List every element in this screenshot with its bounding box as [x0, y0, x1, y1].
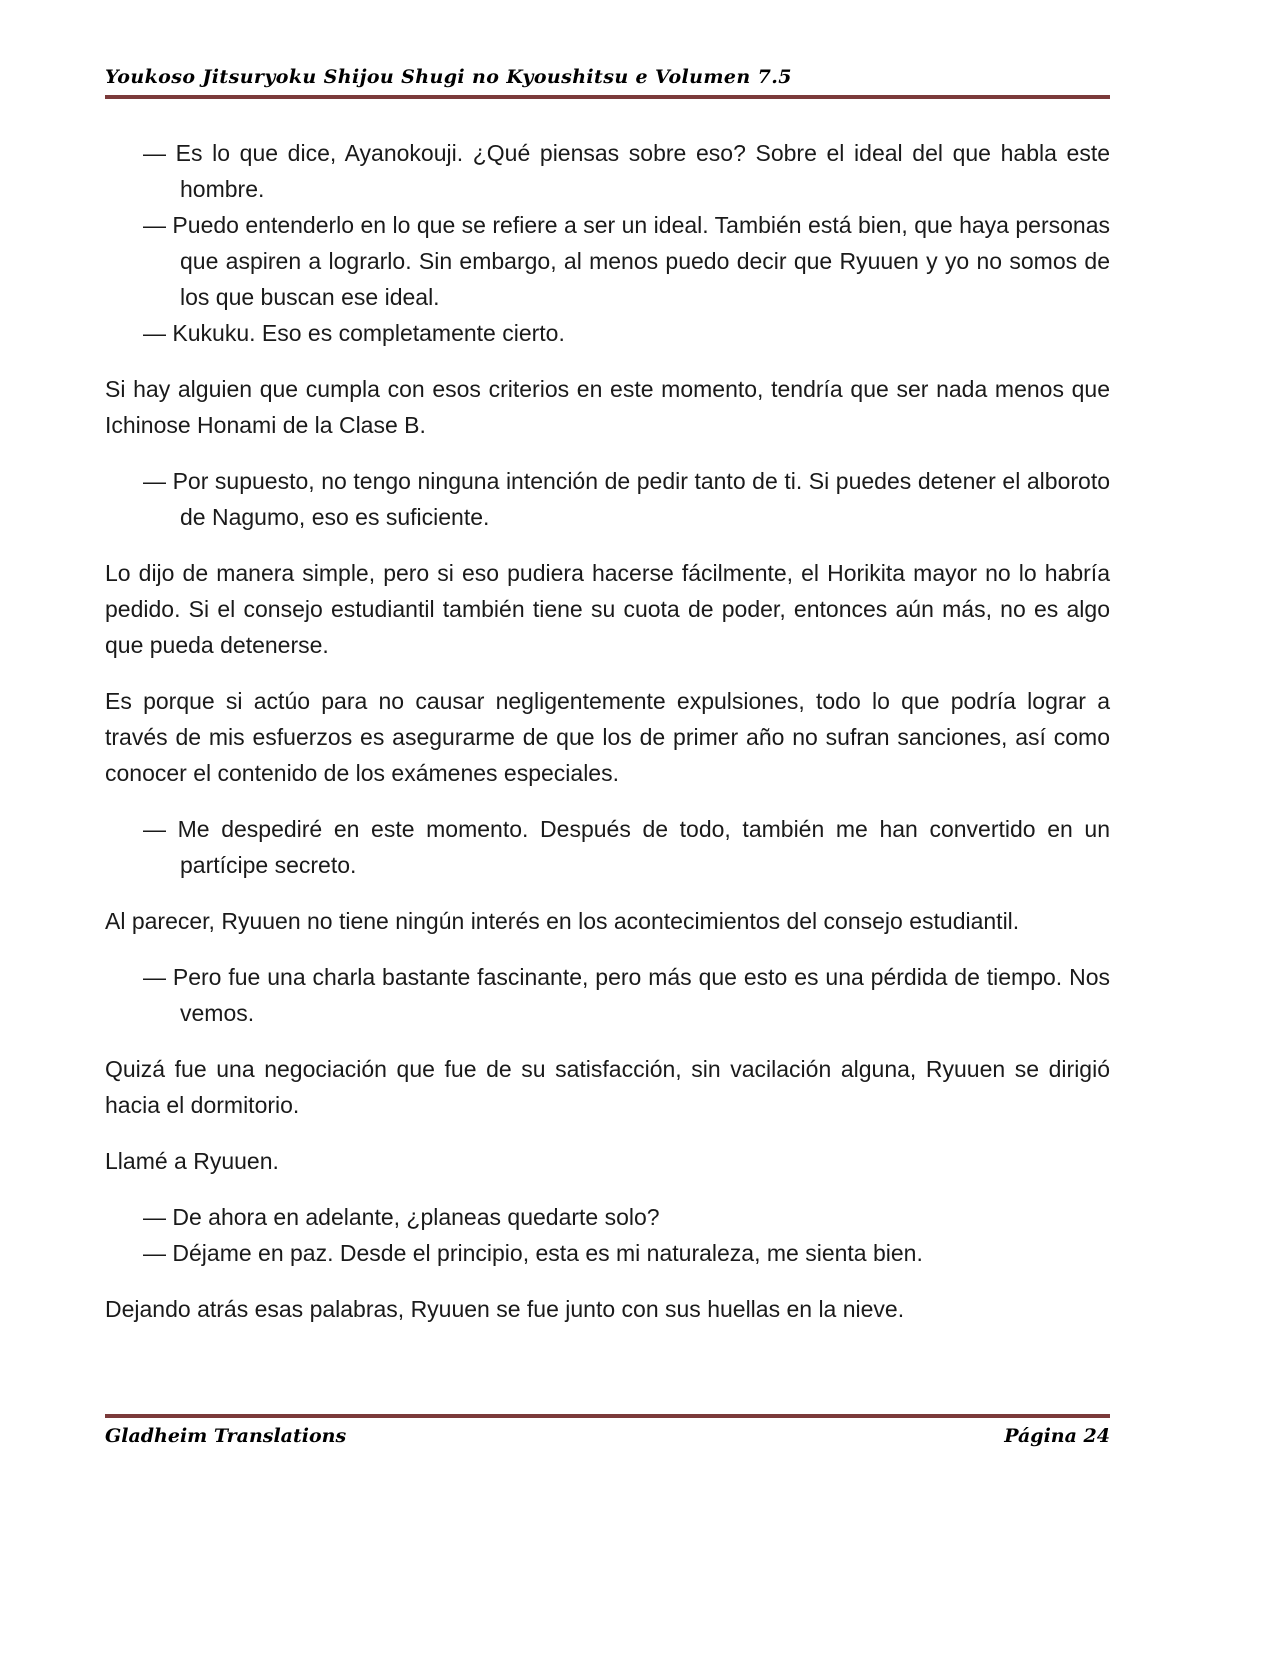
- footer-rule: [105, 1414, 1110, 1418]
- dialogue-line: — Déjame en paz. Desde el principio, esta es mi naturaleza, me sienta bien.: [143, 1240, 923, 1266]
- footer-translator-credit: Gladheim Translations: [105, 1425, 347, 1447]
- paragraph: Si hay alguien que cumpla con esos criterios en este momento, tendría que ser nada menos que Ichinose Honami de la Clase B.: [105, 376, 1110, 438]
- paragraph: Quizá fue una negociación que fue de su satisfacción, sin vacilación alguna, Ryuuen se dirigió hacia el dormitorio.: [105, 1056, 1110, 1118]
- dialogue-line: — Pero fue una charla bastante fascinante, pero más que esto es una pérdida de tiempo. Nos vemos.: [143, 964, 1110, 1026]
- dialogue-line: — Puedo entenderlo en lo que se refiere a ser un ideal. También está bien, que haya personas que aspiren a lograrlo. Sin embargo, al menos puedo decir que Ryuuen y yo no somos de los que buscan ese ideal.: [143, 212, 1110, 310]
- paragraph: Al parecer, Ryuuen no tiene ningún interés en los acontecimientos del consejo estudiantil.: [105, 908, 1020, 934]
- footer-page-number: Página 24: [1004, 1425, 1110, 1447]
- page-header: [0, 0, 1280, 99]
- dialogue-line: — Kukuku. Eso es completamente cierto.: [143, 320, 565, 346]
- paragraph: Es porque si actúo para no causar negligentemente expulsiones, todo lo que podría lograr a través de mis esfuerzos es asegurarme de que los de primer año no sufran sanciones, así como conocer el contenido de los exámenes especiales.: [105, 688, 1110, 786]
- paragraph: Lo dijo de manera simple, pero si eso pudiera hacerse fácilmente, el Horikita mayor no lo habría pedido. Si el consejo estudiantil también tiene su cuota de poder, entonces aún más, no es algo que pueda detenerse.: [105, 560, 1110, 658]
- dialogue-line: — Me despediré en este momento. Después de todo, también me han convertido en un partícipe secreto.: [143, 816, 1110, 878]
- paragraph: Llamé a Ryuuen.: [105, 1148, 279, 1174]
- page-footer: [105, 1414, 1110, 1447]
- dialogue-line: — Por supuesto, no tengo ninguna intención de pedir tanto de ti. Si puedes detener el alboroto de Nagumo, eso es suficiente.: [143, 468, 1110, 530]
- dialogue-line: — Es lo que dice, Ayanokouji. ¿Qué piensas sobre eso? Sobre el ideal del que habla este hombre.: [143, 140, 1110, 202]
- paragraph: Dejando atrás esas palabras, Ryuuen se fue junto con sus huellas en la nieve.: [105, 1296, 905, 1322]
- dialogue-line: — De ahora en adelante, ¿planeas quedarte solo?: [143, 1204, 660, 1230]
- page-body: [0, 99, 1280, 1327]
- page-header-title: Youkoso Jitsuryoku Shijou Shugi no Kyoushitsu e Volumen 7.5: [105, 66, 792, 88]
- footer-row: [105, 1425, 1110, 1447]
